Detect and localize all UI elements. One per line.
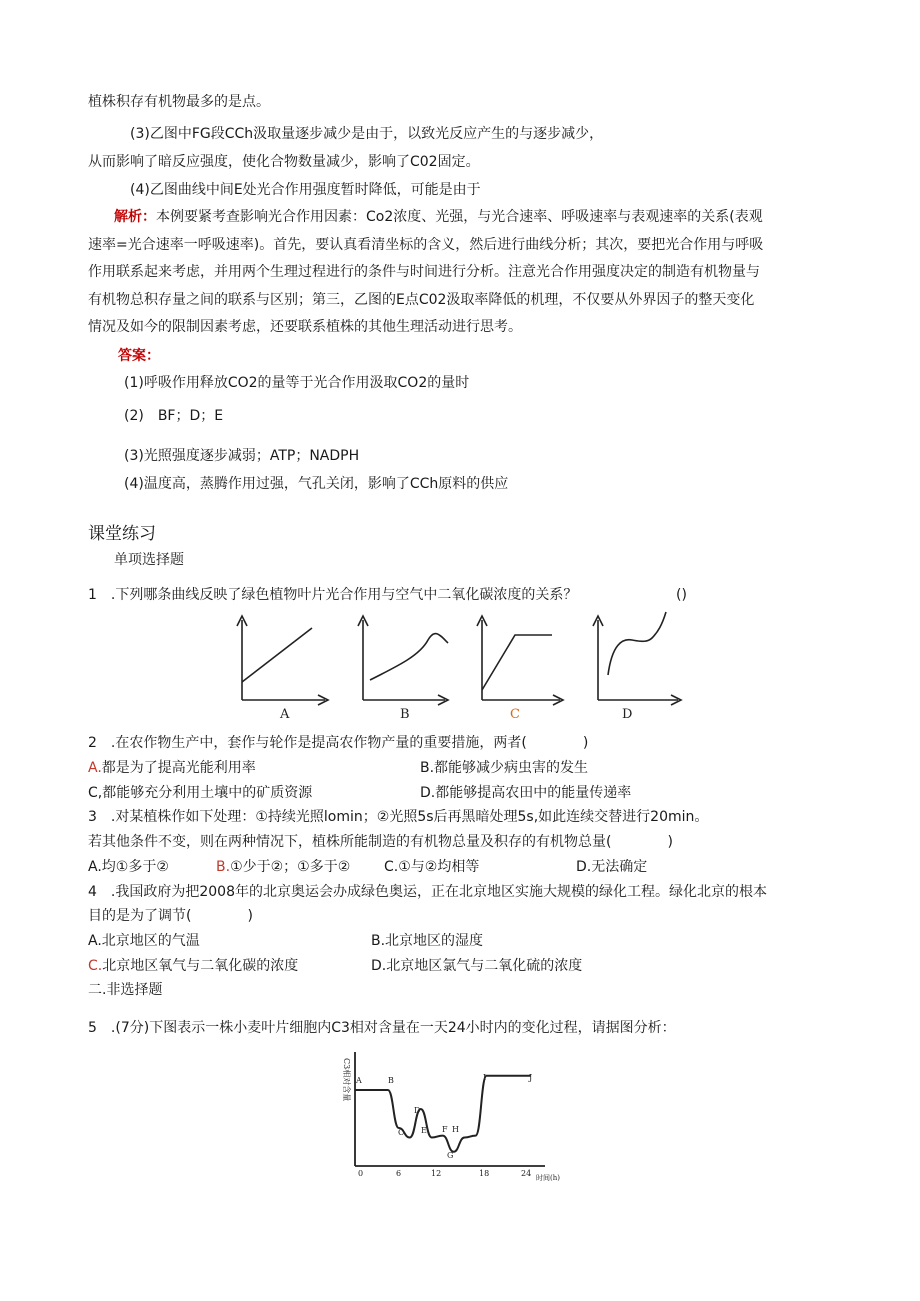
q4-option-b: B.北京地区的湿度 xyxy=(371,933,484,949)
curve-graph-a xyxy=(237,616,328,705)
section-subtitle: 单项选择题 xyxy=(114,552,184,568)
q3-option-d: D.无法确定 xyxy=(576,859,648,875)
point-c: C xyxy=(398,1128,405,1137)
q2-option-a xyxy=(88,758,256,778)
point-d: D xyxy=(414,1106,421,1115)
graph-tick-12: 12 xyxy=(431,1169,442,1178)
point-h: H xyxy=(452,1125,459,1134)
graph-x-label: 时间(h) xyxy=(536,1174,560,1182)
q4-option-d: D.北京地区氯气与二氧化硫的浓度 xyxy=(371,958,583,974)
q2-option-c: C,都能够充分利用土壤中的矿质资源 xyxy=(88,785,313,801)
question-1-bracket: () xyxy=(676,587,687,603)
q3-option-a: A.均①多于② xyxy=(88,859,169,875)
analysis-line-1 xyxy=(114,207,763,227)
q2-option-a-letter: A. xyxy=(88,760,102,776)
point-e: E xyxy=(421,1126,427,1135)
question-1: 1 .下列哪条曲线反映了绿色植物叶片光合作用与空气中二氧化碳浓度的关系？ xyxy=(88,587,578,603)
text-line-4: (4)乙图曲线中间E处光合作用强度暂时降低，可能是由于 xyxy=(130,182,481,198)
question-2: 2 .在农作物生产中，套作与轮作是提高农作物产量的重要措施，两者( ) xyxy=(88,735,589,751)
curve-label-d: D xyxy=(622,707,633,722)
q4-option-a: A.北京地区的气温 xyxy=(88,933,200,949)
point-g: G xyxy=(447,1151,454,1160)
analysis-line-3: 作用联系起来考虑，并用两个生理过程进行的条件与时间进行分析。注意光合作用强度决定的制造有机物量与 xyxy=(88,264,760,280)
point-a: A xyxy=(356,1076,362,1085)
analysis-label: 解析： xyxy=(114,209,156,225)
graph-y-label: C3相对含量 xyxy=(342,1058,351,1102)
point-j: J xyxy=(529,1073,533,1082)
q4-option-c-text: 北京地区氧气与二氧化碳的浓度 xyxy=(102,958,299,974)
graph-tick-6: 6 xyxy=(396,1169,402,1178)
graph-tick-18: 18 xyxy=(479,1169,490,1178)
text-line-3: 从而影响了暗反应强度，使化合物数量减少，影响了C02固定。 xyxy=(88,154,480,170)
analysis-line-2: 速率=光合速率一呼吸速率)。首先，要认真看清坐标的含义，然后进行曲线分析；其次，要把光合作用与呼吸 xyxy=(88,237,764,253)
q3-option-b xyxy=(216,857,350,877)
curve-graph-b xyxy=(358,616,448,705)
curve-label-b: B xyxy=(400,707,410,722)
answer-3: (3)光照强度逐步减弱；ATP；NADPH xyxy=(124,448,360,464)
answer-2: (2) BF；D；E xyxy=(124,408,224,424)
question-4-cont: 目的是为了调节( ) xyxy=(88,908,253,924)
analysis-line-4: 有机物总积存量之间的联系与区别；第三，乙图的E点C02汲取率降低的机理，不仅要从外界因子的整天变化 xyxy=(88,292,755,308)
graph-curve xyxy=(355,1076,530,1152)
analysis-text-1: 本例要紧考查影响光合作用因素：Co2浓度、光强，与光合速率、呼吸速率与表观速率的关系(表观 xyxy=(156,209,763,225)
question-3-cont: 若其他条件不变，则在两种情况下，植株所能制造的有机物总量及积存的有机物总量( ) xyxy=(88,834,673,850)
c3-content-graph xyxy=(330,1048,570,1188)
graph-tick-0: 0 xyxy=(358,1169,364,1178)
answer-4: (4)温度高，蒸腾作用过强，气孔关闭，影响了CCh原料的供应 xyxy=(124,476,509,492)
question-4: 4 .我国政府为把2008年的北京奥运会办成绿色奥运，正在北京地区实施大规模的绿化工程。绿化北京的根本 xyxy=(88,884,767,900)
curve-label-a: A xyxy=(280,707,290,722)
graph-tick-24: 24 xyxy=(521,1169,532,1178)
section-subtitle-2: 二.非选择题 xyxy=(88,982,163,998)
analysis-line-5: 情况及如今的限制因素考虑，还要联系植株的其他生理活动进行思考。 xyxy=(88,319,522,335)
curve-graph-d xyxy=(593,612,681,705)
curve-graph-c xyxy=(477,616,563,705)
q4-option-c-letter: C. xyxy=(88,958,103,974)
q1-curves xyxy=(230,610,690,725)
section-title: 课堂练习 xyxy=(88,524,156,544)
q2-option-a-text: 都是为了提高光能利用率 xyxy=(101,760,256,776)
q3-option-b-letter: B. xyxy=(216,859,231,875)
text-line-2: (3)乙图中FG段CCh汲取量逐步减少是由于，以致光反应产生的与逐步减少， xyxy=(130,126,604,142)
point-f: F xyxy=(442,1125,448,1134)
question-5: 5 .(7分)下图表示一株小麦叶片细胞内C3相对含量在一天24小时内的变化过程，请据图分析： xyxy=(88,1020,676,1036)
point-i: I xyxy=(483,1073,487,1082)
q3-option-b-text: ①少于②；①多于② xyxy=(230,859,351,875)
question-3: 3 .对某植株作如下处理：①持续光照lomin；②光照5s后再黑暗处理5s,如此连续交替进行20min。 xyxy=(88,809,709,825)
point-b: B xyxy=(388,1076,394,1085)
q2-option-d: D.都能够提高农田中的能量传递率 xyxy=(420,785,632,801)
curve-label-c: C xyxy=(510,707,520,722)
q4-option-c xyxy=(88,956,298,976)
answer-1: (1)呼吸作用释放CO2的量等于光合作用汲取CO2的量时 xyxy=(124,375,470,391)
answer-label: 答案： xyxy=(118,348,160,364)
text-line-1: 植株积存有机物最多的是点。 xyxy=(88,94,270,110)
q3-option-c: C.①与②均相等 xyxy=(384,859,480,875)
q2-option-b: B.都能够减少病虫害的发生 xyxy=(420,760,589,776)
